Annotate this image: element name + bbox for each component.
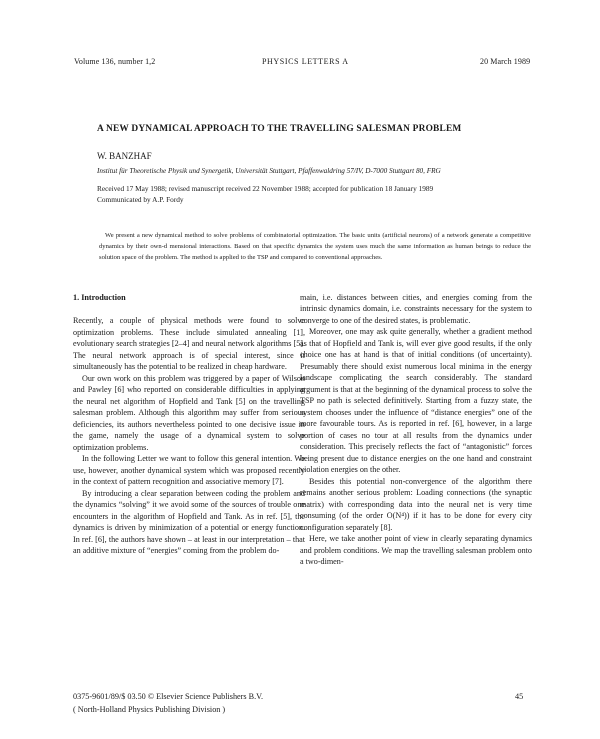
left-column [73,292,305,557]
body-paragraph: In the following Letter we want to follow this general intention. We use, however, another dynamical system which was proposed recently in the context of pattern recognition and associative memory [7]. [73,454,305,487]
author-name: W. BANZHAF [97,151,152,161]
running-head-volume: Volume 136, number 1,2 [74,57,156,66]
received-dates: Received 17 May 1988; revised manuscript received 22 November 1988; accepted for publication 18 January 1989 [97,184,434,193]
body-paragraph: Here, we take another point of view in clearly separating dynamics and problem conditions. We map the travelling salesman problem onto a two-dimen- [300,534,532,567]
body-paragraph: Besides this potential non-convergence of the algorithm there remains another serious problem: Loading connections (the synaptic matrix) with corresponding data into the neural net is very time consuming (of the order O(N⁴)) if it has to be done for every city configuration separately [8]. [300,476,532,532]
article-title: A NEW DYNAMICAL APPROACH TO THE TRAVELLING SALESMAN PROBLEM [97,124,462,134]
body-paragraph: Our own work on this problem was triggered by a paper of Wilson and Pawley [6] who reported on considerable difficulties in applying the neural net algorithm of Hopfield and Tank [5] on the travelling salesman problem. Although this algorithm may suffer from serious deficiencies, its authors nevertheless pointed to one decisive issue in the game, namely the usage of a dynamical system to solve optimization problems. [73,373,305,452]
body-paragraph: Recently, a couple of physical methods were found to solve optimization problems. These include simulated annealing [1], evolutionary search strategies [2–4] and neural network algorithms [5]. The neural network approach is of special interest, since it simultaneously has the potential to be realized in cheap hardware. [73,316,305,372]
body-paragraph: Moreover, one may ask quite generally, whether a gradient method as that of Hopfield and Tank is, will ever give good results, if the only choice one has at hand is that of initial conditions (of uncertainty). Presumably there should exist numerous local minima in the energy landscape complicating the search considerably. The standard argument is that at the beginning of the dynamical process to solve the TSP no path is selected definitively. Starting from a fuzzy state, the system chooses under the influence of “distance energies” one of the more favourable tours. As is reported in ref. [6], however, in a large portion of cases no tour at all results from the dynamics under consideration. This precisely reflects the fact of “antagonistic” forces being present due to distance energies on the one hand and constraint violation energies on the other. [300,327,532,475]
abstract: We present a new dynamical method to solve problems of combinatorial optimization. The basic units (artificial neurons) of a network generate a competitive dynamics by their own-d mensional interactions. Based on that specific dynamics the system uses much the same information as human beings to reduce the solution space of the problem. The method is applied to the TSP and compared to conventional approaches. [99,232,531,262]
body-paragraph: By introducing a clear separation between coding the problem and the dynamics “solving” it we avoid some of the sources of trouble one encounters in the algorithm of Hopfield and Tank. As in ref. [5], the dynamics is driven by minimization of a potential or energy function. In ref. [6], the authors have shown – at least in our interpretation – that an additive mixture of “energies” coming from the problem do- [73,488,305,556]
communicated-by: Communicated by A.P. Fordy [97,195,184,204]
right-column [300,292,532,568]
running-head-date: 20 March 1989 [480,57,531,66]
running-head-journal: PHYSICS LETTERS A [262,57,349,66]
author-affiliation: Institut für Theoretische Physik und Synergetik, Universität Stuttgart, Pfaffenwaldring 57/IV, D-7000 Stuttgart 80, FRG [97,167,441,175]
section-heading-introduction: 1. Introduction [73,293,126,302]
copyright-line: 0375-9601/89/$ 03.50 © Elsevier Science Publishers B.V. [73,692,264,701]
publisher-division: ( North-Holland Physics Publishing Division ) [73,705,226,714]
page-number: 45 [515,692,524,701]
body-paragraph: main, i.e. distances between cities, and energies coming from the intrinsic dynamics domain, i.e. constraints necessary for the system to converge to one of the desired states, is problematic. [300,293,532,325]
